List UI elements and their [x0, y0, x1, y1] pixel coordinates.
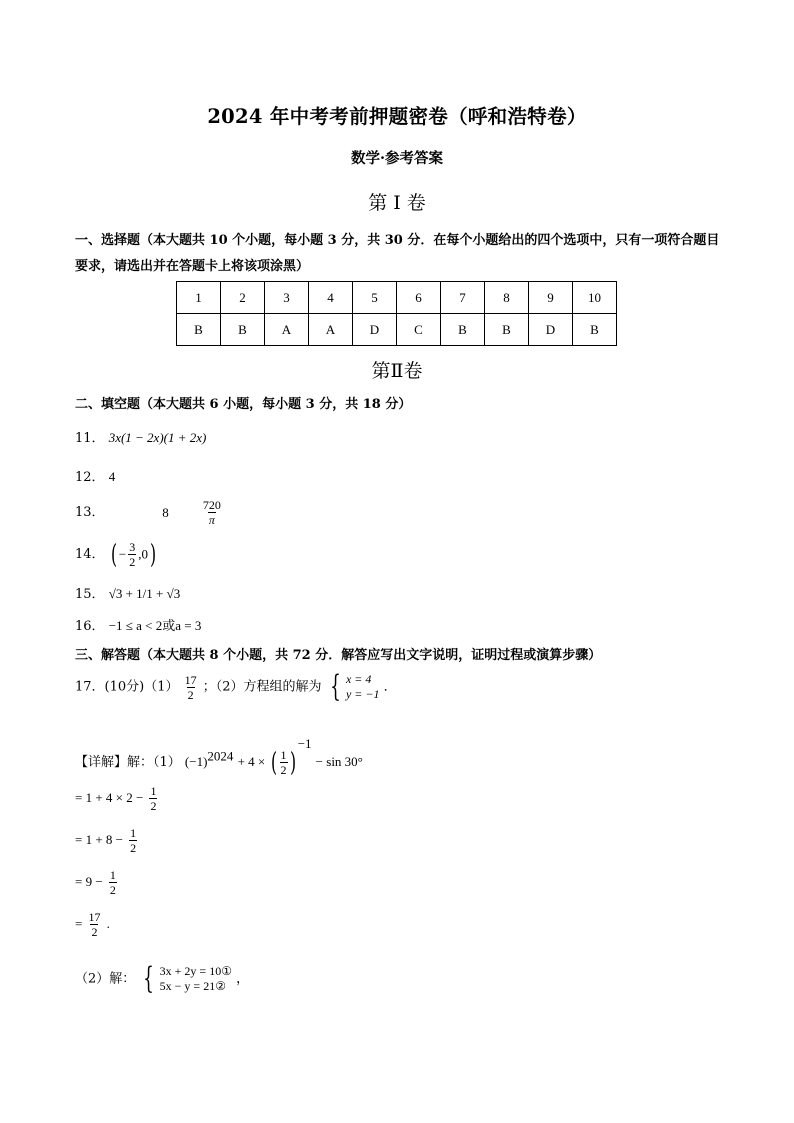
- left-paren: (: [110, 539, 117, 570]
- answer-table-answer-row: [177, 314, 617, 346]
- denominator: 2: [187, 687, 194, 702]
- denominator: π: [208, 513, 215, 527]
- answer-label: 16．: [75, 619, 105, 634]
- expr-part: − sin 30°: [315, 754, 363, 769]
- answer-value: 4: [108, 469, 116, 484]
- equation-system: [160, 964, 232, 994]
- table-cell: D: [529, 314, 573, 346]
- numerator: 1: [150, 784, 157, 798]
- answer-value: −1 ≤ a < 2或a = 3: [108, 618, 202, 633]
- table-cell: 4: [309, 282, 353, 314]
- fraction: [128, 540, 136, 569]
- answer-label: 11．: [75, 431, 105, 446]
- denominator: 2: [91, 925, 98, 939]
- solution-part2: [75, 961, 250, 996]
- numerator: 1: [280, 748, 287, 762]
- table-cell: A: [265, 314, 309, 346]
- answer-11: [75, 428, 206, 449]
- answer-label: 13．: [75, 505, 105, 520]
- step-text: =: [75, 916, 83, 931]
- answer-text: ，: [236, 971, 250, 987]
- answer-label: 12．: [75, 470, 105, 485]
- table-cell: B: [573, 314, 617, 346]
- section3-heading: 三、解答题（本大题共 8 个小题，共 72 分．解答应写出文字说明，证明过程或演算步骤）: [75, 648, 602, 663]
- equation: 3x + 2y = 10①: [159, 964, 232, 978]
- denominator: 2: [109, 883, 116, 897]
- answer-12: [75, 467, 115, 488]
- answer-value: √3 + 1/1 + √3: [108, 586, 181, 601]
- step-line: [75, 868, 119, 897]
- table-cell: 6: [397, 282, 441, 314]
- expr-part: (−1): [184, 754, 208, 769]
- numerator: 17: [88, 910, 101, 924]
- table-cell: D: [353, 314, 397, 346]
- brace-icon: {: [329, 669, 341, 704]
- part-one-heading: 第 I 卷: [368, 192, 426, 214]
- exponent: 2024: [207, 748, 234, 764]
- equation: 5x − y = 21②: [159, 979, 226, 993]
- answer-13: [75, 498, 223, 527]
- answer-label: 15．: [75, 587, 105, 602]
- detail-label: （2）解：: [75, 971, 136, 987]
- numerator: 1: [109, 868, 116, 882]
- numerator: 3: [129, 540, 136, 554]
- fraction: [149, 784, 157, 813]
- brace-icon: {: [143, 961, 155, 996]
- answer-16: [75, 616, 201, 637]
- fraction: [280, 748, 288, 777]
- expr-part: + 4 ×: [237, 754, 266, 769]
- table-cell: 8: [485, 282, 529, 314]
- step-text: = 1 + 4 × 2 −: [75, 790, 144, 805]
- section1-heading: 一、选择题（本大题共 10 个小题，每小题 3 分，共 30 分．在每个小题给出的四个选项中，只有一项符合题目要求，请选出并在答题卡上将该项涂黑）: [75, 233, 720, 274]
- equation-system: [346, 672, 380, 702]
- page-subtitle: 数学·参考答案: [350, 150, 444, 167]
- detail-line: [75, 734, 363, 777]
- numerator: 17: [184, 672, 197, 687]
- answer-value: 3x(1 − 2x)(1 + 2x): [108, 430, 207, 445]
- denominator: 2: [130, 841, 137, 855]
- table-cell: B: [177, 314, 221, 346]
- equation: y = −1: [345, 687, 380, 701]
- answer-15: [75, 584, 180, 605]
- table-cell: C: [397, 314, 441, 346]
- part-two-heading: 第Ⅱ卷: [371, 360, 423, 382]
- answer-17-summary: [75, 669, 397, 704]
- answer-text: ；（2）方程组的解为: [202, 679, 322, 695]
- step-text: .: [106, 916, 110, 931]
- answer-label: 14．: [75, 547, 105, 562]
- fraction: [129, 826, 137, 855]
- step-line: [75, 910, 110, 939]
- denominator: 2: [150, 799, 157, 813]
- point-tail: ,0: [138, 546, 148, 562]
- page-title: 2024 年中考考前押题密卷（呼和浩特卷）: [207, 105, 587, 128]
- table-cell: 5: [353, 282, 397, 314]
- left-paren: (: [271, 747, 278, 778]
- equation: x = 4: [345, 672, 372, 686]
- step-text: = 1 + 8 −: [75, 832, 123, 847]
- fraction: [88, 910, 100, 939]
- table-cell: 9: [529, 282, 573, 314]
- table-cell: 1: [177, 282, 221, 314]
- denominator: 2: [129, 555, 136, 569]
- fraction: [109, 868, 117, 897]
- table-cell: A: [309, 314, 353, 346]
- table-cell: B: [485, 314, 529, 346]
- table-cell: 3: [265, 282, 309, 314]
- answer-value: 8: [162, 504, 169, 520]
- table-cell: 7: [441, 282, 485, 314]
- right-paren: ): [149, 539, 157, 570]
- table-cell: B: [221, 314, 265, 346]
- answer-text: ．: [383, 679, 397, 695]
- answer-14: [75, 540, 158, 569]
- answer-table: [176, 281, 617, 346]
- step-text: = 9 −: [75, 874, 103, 889]
- minus-sign: −: [118, 546, 127, 562]
- table-cell: 10: [573, 282, 617, 314]
- numerator: 720: [202, 498, 221, 512]
- answer-label: 17．(10分)（1）: [75, 679, 179, 695]
- fraction: [203, 498, 221, 527]
- answer-table-number-row: [177, 282, 617, 314]
- step-line: [75, 826, 139, 855]
- numerator: 1: [130, 826, 137, 840]
- step-line: [75, 784, 159, 813]
- right-paren: ): [289, 747, 296, 778]
- table-cell: B: [441, 314, 485, 346]
- exponent: −1: [297, 736, 312, 751]
- table-cell: 2: [221, 282, 265, 314]
- detail-label: 【详解】解：（1）: [75, 755, 181, 770]
- section2-heading: 二、填空题（本大题共 6 小题，每小题 3 分，共 18 分）: [75, 397, 412, 412]
- fraction: [185, 673, 197, 702]
- denominator: 2: [280, 763, 287, 777]
